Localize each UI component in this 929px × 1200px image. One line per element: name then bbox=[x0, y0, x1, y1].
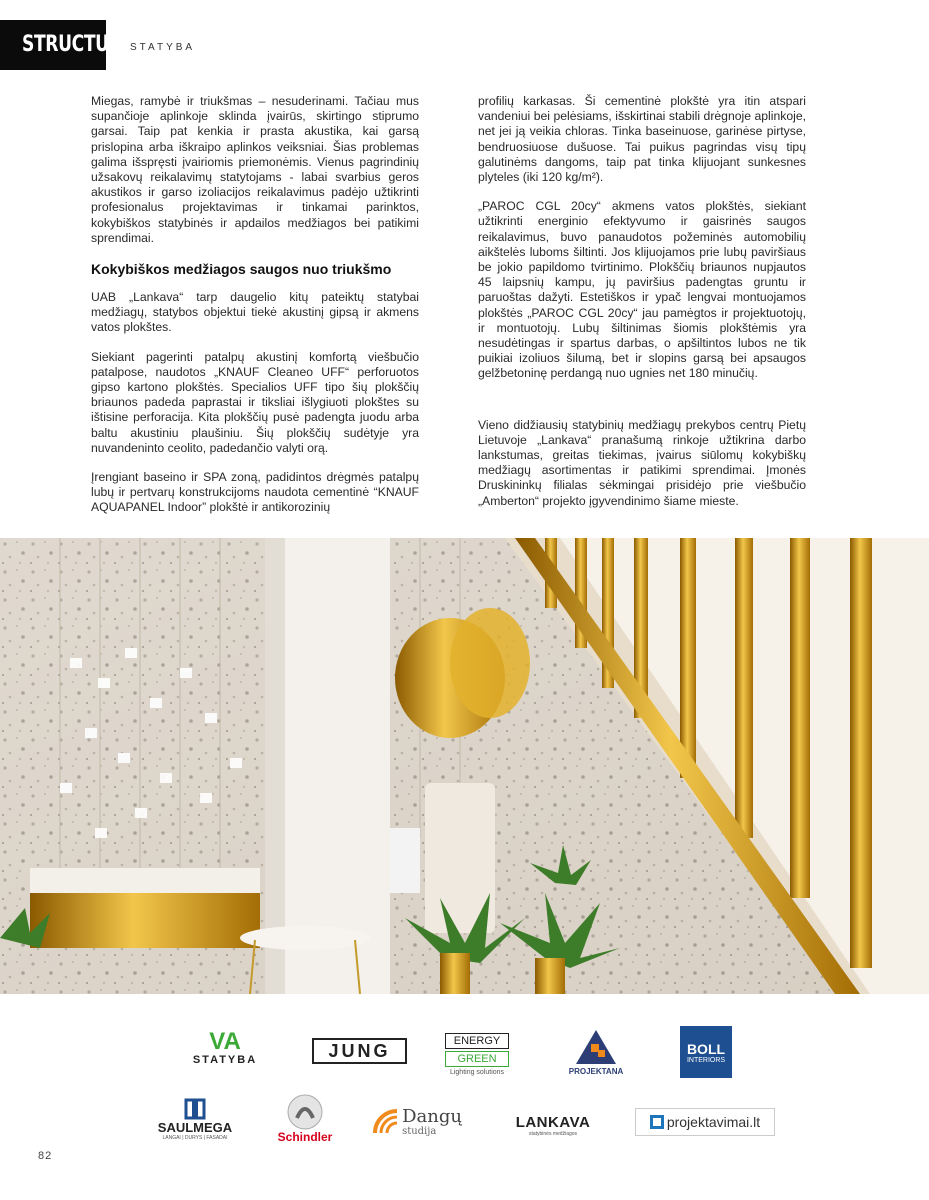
green-line: GREEN bbox=[445, 1051, 509, 1067]
projektavimai-icon bbox=[650, 1115, 664, 1129]
jung-name: JUNG bbox=[328, 1040, 391, 1061]
schindler-name: Schindler bbox=[277, 1130, 333, 1144]
magazine-brand-logo: STRUCTUM bbox=[0, 20, 106, 70]
window-icon bbox=[184, 1098, 206, 1120]
saulmega-logo bbox=[150, 1090, 240, 1148]
lankava-sub: statybinės medžiagos bbox=[528, 1130, 578, 1137]
paragraph: Vieno didžiausių statybinių medžiagų prekybos centrų Pietų Lietuvoje „Lankava“ pranašumą rinkoje užtikrina darbo lankstumas, greitas tiekimas, įvairus siūlomų kokybiškų medžiagų asortimentas ir patikimi sprendimai. Įmonės Druskininkų filialas sėkmingai prisidėjo prie viešbučio „Amberton“ projekto įgyvendinimo šiame mieste. bbox=[478, 417, 806, 508]
energy-line: ENERGY bbox=[445, 1033, 509, 1049]
projektavimai-name: projektavimai.lt bbox=[666, 1114, 761, 1130]
saulmega-name: SAULMEGA bbox=[157, 1119, 233, 1135]
va-statyba-logo bbox=[175, 1025, 275, 1070]
lankava-name: LANKAVA bbox=[515, 1113, 591, 1131]
sponsor-logos bbox=[0, 1010, 929, 1160]
dangu-sub: studija bbox=[402, 1125, 437, 1137]
energy-green-logo bbox=[443, 1026, 511, 1082]
schindler-logo bbox=[270, 1090, 340, 1148]
va-mark: VA bbox=[209, 1027, 241, 1055]
paragraph: Miegas, ramybė ir triukšmas – nesuderinami. Tačiau mus supančioje aplinkoje sklinda įvairūs, skirtingo stiprumo garsai. Taip pat kenkia ir prasta akustika, kai garsą prislopina arba iškraipo aplinkos veiksniai. Šias problemas galima išspręsti įvairiomis priemonėmis. Vienus pagrindinių užsakovų reikalavimų statytojams - labai svarbius geros akustikos ir garso izoliacijos reikalavimus padėjo užtikrinti profesionalus projektavimas ir tinkamai parinktos, kokybiškos statybinės ir apdailos medžiagos bei patikimi sprendimai. bbox=[91, 94, 419, 245]
boll-name: BOLL bbox=[686, 1040, 726, 1057]
paragraph: UAB „Lankava“ tarp daugelio kitų pateiktų statybai medžiagų, statybos objektui tiekė akustinį gipsą ir akmens vatos plokštes. bbox=[91, 290, 419, 335]
paragraph: profilių karkasas. Ši cementinė plokštė yra itin atspari vandeniui bei pelėsiams, išskirtinai stabili drėgnoje aplinkoje, net jei ją veikia chloras. Tinka baseinuose, garinėse pirtyse, bendruosiuose dušuose. Tai puikus pagrindas visų tipų galutinėms dangoms, taip pat tinka klijuojant sunkesnes plyteles (iki 120 kg/m²). bbox=[478, 94, 806, 185]
hotel-spa-interior-photo bbox=[0, 538, 929, 994]
lankava-logo bbox=[508, 1105, 598, 1145]
article-column-right bbox=[478, 94, 806, 523]
boll-interiors-logo bbox=[680, 1026, 732, 1078]
projektavimai-logo bbox=[635, 1108, 775, 1136]
dangu-studija-logo bbox=[370, 1102, 465, 1142]
section-label: STATYBA bbox=[130, 42, 196, 53]
boll-sub: INTERIORS bbox=[686, 1056, 726, 1064]
projektana-name: PROJEKTANA bbox=[568, 1067, 624, 1076]
va-name: STATYBA bbox=[192, 1053, 258, 1066]
page-number: 82 bbox=[38, 1150, 53, 1162]
saulmega-sub: LANGAI | DURYS | FASADAI bbox=[162, 1134, 228, 1141]
article-column-left bbox=[91, 94, 419, 530]
dangu-icon bbox=[373, 1109, 399, 1135]
projektana-logo bbox=[556, 1024, 636, 1082]
energy-green-tagline: Lighting solutions bbox=[449, 1068, 505, 1076]
jung-logo bbox=[312, 1038, 407, 1064]
paragraph: Įrengiant baseino ir SPA zoną, padidintos drėgmės patalpų lubų ir pertvarų konstrukcijoms naudota cementinė “KNAUF AQUAPANEL Indoor” plokštė ir antikorozinių bbox=[91, 470, 419, 515]
dangu-name: Dangų bbox=[402, 1105, 462, 1127]
schindler-icon bbox=[287, 1094, 323, 1130]
projektana-icon bbox=[576, 1030, 616, 1064]
article-subheading: Kokybiškos medžiagos saugos nuo triukšmo bbox=[91, 261, 392, 278]
paragraph: Siekiant pagerinti patalpų akustinį komfortą viešbučio patalpose, naudotos „KNAUF Cleaneo UFF“ perforuotos gipso kartono plokštės. Specialios UFF tipo šių plokščių briaunos padeda paprastai ir tiksliai išlygiuoti plokštes su ištisine perforacija. Kita plokščių pusė padengta juodu arba baltu akustiniu plaušiniu. Šių plokščių sudėtyje yra nuvandenintο ceolito, padedančio valyti orą. bbox=[91, 349, 419, 455]
paragraph: „PAROC CGL 20cy“ akmens vatos plokštės, siekiant užtikrinti energinio efektyvumo ir gaisrinės saugos reikalavimus, buvo panaudotos požeminės automobilių aikštelės luboms šiltinti. Jos klijuojamos prie lubų paviršiaus be jokio papildomo tvirtinimo. Plokščių briaunos nupjautos 45 laipsnių kampu, jų paviršius padengtas gruntu ir paruoštas dažyti. Estetiškos ir ypač lengvai montuojamos plokštės „PAROC CGL 20cy“ jau pamėgtos ir projektuotojų, ir montuotojų. Lubų šiltinimas šiomis plokštėmis yra nesudėtingas ir spartus darbas, o apšiltintos lubos ne tik puikiai izoliuos šilumą, bet ir slopins garsą bei apsaugos gelžbetoninę perdangą nuo ugnies net 180 minučių. bbox=[478, 199, 806, 381]
